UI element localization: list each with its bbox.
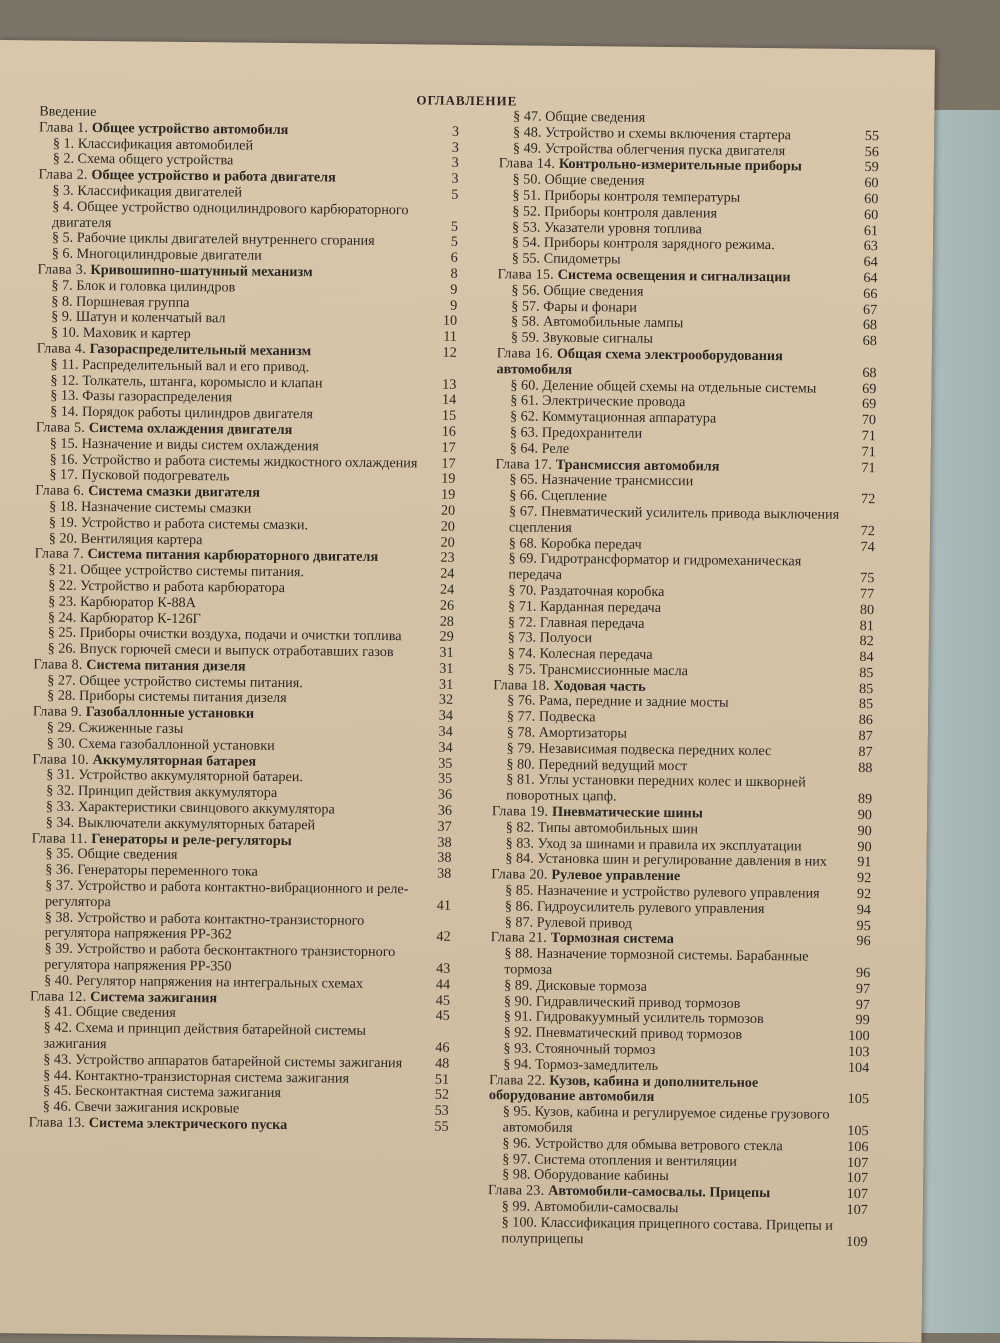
page-number: 68 xyxy=(845,334,877,350)
page-number: 109 xyxy=(835,1234,867,1250)
chapter-label: Глава 11. xyxy=(32,830,92,847)
toc-entry-text: § 91. Гидровакуумный усилитель тормозов xyxy=(490,1010,838,1029)
page-number: 71 xyxy=(844,429,876,445)
page-number: 96 xyxy=(839,934,871,950)
toc-entry-text: § 14. Порядок работы цилиндров двигателя xyxy=(36,405,424,425)
page-number: 97 xyxy=(838,997,870,1013)
toc-entry-text: § 49. Устройства облегчения пуска двигателя xyxy=(499,141,847,160)
page-number: 35 xyxy=(420,772,452,788)
page-number: 80 xyxy=(842,603,874,619)
page-number: 6 xyxy=(426,251,458,267)
page-number: 42 xyxy=(419,930,451,946)
chapter-title: Общее устройство и работа двигателя xyxy=(91,167,336,186)
toc-entry-text: § 74. Колесная передача xyxy=(494,646,842,665)
chapter-title: Общая схема электрооборудования автомобиля xyxy=(496,346,782,378)
toc-entry-text: § 39. Устройство и работа бесконтактного транзисторного регулятора напряжения РР-350 xyxy=(30,942,418,978)
page-number: 16 xyxy=(424,424,456,440)
chapter-label: Глава 16. xyxy=(497,345,557,362)
toc-chapter xyxy=(29,1115,449,1135)
toc-entry-text: § 87. Рулевой привод xyxy=(491,915,839,934)
toc-entry-text: § 62. Коммутационная аппаратура xyxy=(496,409,844,428)
toc-entry-text: § 36. Генераторы переменного тока xyxy=(31,863,419,883)
toc-entry-text: § 92. Пневматический привод тормозов xyxy=(490,1025,838,1044)
page-number: 5 xyxy=(426,235,458,251)
toc-entry xyxy=(490,946,870,982)
page-number: 12 xyxy=(425,345,457,361)
toc-entry-text: § 68. Коробка передач xyxy=(495,536,843,555)
chapter-title: Кузов, кабина и дополнительное оборудование автомобиля xyxy=(489,1072,758,1105)
page-number: 61 xyxy=(846,223,878,239)
page-number: 15 xyxy=(424,409,456,425)
toc-entry-text: § 3. Классификация двигателей xyxy=(38,183,426,203)
page-number: 38 xyxy=(419,867,451,883)
page-number: 38 xyxy=(419,851,451,867)
page-number: 99 xyxy=(838,1013,870,1029)
page-number: 10 xyxy=(425,314,457,330)
chapter-title: Общее устройство автомобиля xyxy=(92,120,289,138)
page-number: 71 xyxy=(843,460,875,476)
page-number: 26 xyxy=(422,598,454,614)
page-number: 36 xyxy=(420,804,452,820)
toc-entry-text: § 30. Схема газобаллонной установки xyxy=(33,736,421,756)
toc-entry-text: § 53. Указатели уровня топлива xyxy=(498,220,846,239)
toc-entry-text: § 42. Схема и принцип действия батарейной системы зажигания xyxy=(29,1021,417,1057)
chapter-label: Глава 1. xyxy=(39,119,92,136)
page-number: 64 xyxy=(846,255,878,271)
page-number: 92 xyxy=(839,871,871,887)
page-number: 52 xyxy=(417,1088,449,1104)
page-number: 106 xyxy=(836,1140,868,1156)
toc-entry-text: § 55. Спидометры xyxy=(498,251,846,270)
toc-entry-text: § 58. Автомобильные лампы xyxy=(497,315,845,334)
page-number: 75 xyxy=(842,571,874,587)
toc-entry-text: § 9. Шатун и коленчатый вал xyxy=(37,310,425,330)
chapter-title: Кривошипно-шатунный механизм xyxy=(90,262,312,280)
page-number: 3 xyxy=(426,172,458,188)
page-number: 95 xyxy=(839,918,871,934)
toc-entry-text: § 66. Сцепление xyxy=(495,488,843,507)
page-number: 64 xyxy=(845,271,877,287)
toc-chapter xyxy=(496,346,876,382)
page-title: ОГЛАВЛЕНИЕ xyxy=(0,88,934,114)
page-number: 91 xyxy=(839,855,871,871)
chapter-title: Система освещения и сигнализации xyxy=(558,267,791,285)
toc-entry-text: § 19. Устройство и работа системы смазки. xyxy=(35,515,423,535)
page-number: 23 xyxy=(423,551,455,567)
toc-entry-text: § 97. Система отопления и вентиляции xyxy=(488,1152,836,1171)
toc-entry-text: § 4. Общее устройство одноцилиндрового карбюраторного двигателя xyxy=(38,199,426,235)
page-number: 29 xyxy=(422,630,454,646)
chapter-title: Ходовая часть xyxy=(553,678,645,695)
chapter-label: Глава 18. xyxy=(493,677,553,694)
page-number: 31 xyxy=(421,677,453,693)
page-number: 43 xyxy=(418,961,450,977)
page-number: 31 xyxy=(421,661,453,677)
chapter-label: Глава 7. xyxy=(35,546,88,563)
toc-entry-text: § 7. Блок и головка цилиндров xyxy=(37,278,425,298)
toc-entry-text: § 31. Устройство аккумуляторной батареи. xyxy=(32,768,420,788)
toc-entry-text: § 54. Приборы контроля зарядного режима. xyxy=(498,236,846,255)
toc-entry-text: § 25. Приборы очистки воздуха, подачи и очистки топлива xyxy=(34,626,422,646)
page-number: 74 xyxy=(843,539,875,555)
toc-entry-text: § 34. Выключатели аккумуляторных батарей xyxy=(32,815,420,835)
toc-entry-text: § 76. Рама, передние и задние мосты xyxy=(493,694,841,713)
toc-entry-text: § 6. Многоцилиндровые двигатели xyxy=(38,247,426,267)
toc-entry-text: § 81. Углы установки передних колес и шкворней поворотных цапф. xyxy=(492,773,840,808)
toc-entry-text: § 100. Классификация прицепного состава. Прицепы и полуприцепы xyxy=(487,1215,835,1250)
toc-entry-text: § 20. Вентиляция картера xyxy=(35,531,423,551)
page-number: 55 xyxy=(847,129,879,145)
chapter-title: Тормозная система xyxy=(551,930,674,947)
chapter-label: Глава 3. xyxy=(38,261,91,278)
page-number: 37 xyxy=(420,819,452,835)
chapter-label: Глава 23. xyxy=(488,1182,548,1199)
toc-entry-text: § 2. Схема общего устройства xyxy=(39,152,427,172)
toc-entry-text: § 12. Толкатель, штанга, коромысло и клапан xyxy=(36,373,424,393)
page-number: 85 xyxy=(841,682,873,698)
toc-entry-text: § 52. Приборы контроля давления xyxy=(498,204,846,223)
page-number: 31 xyxy=(422,646,454,662)
chapter-title: Газобаллонные установки xyxy=(86,704,254,722)
page-number: 20 xyxy=(423,519,455,535)
chapter-title: Система смазки двигателя xyxy=(88,483,260,501)
chapter-title: Рулевое управление xyxy=(551,867,680,884)
page-number: 17 xyxy=(424,440,456,456)
page-number: 19 xyxy=(423,472,455,488)
page-number: 60 xyxy=(846,208,878,224)
toc-entry-text: § 27. Общее устройство системы питания. xyxy=(33,673,421,693)
chapter-label: Глава 5. xyxy=(36,419,89,436)
page-number: 90 xyxy=(840,824,872,840)
toc-entry-text: § 43. Устройство аппаратов батарейной системы зажигания xyxy=(29,1052,417,1072)
toc-entry-text: § 38. Устройство и работа контактно-транзисторного регулятора напряжения РР-362 xyxy=(31,910,419,946)
toc-entry-text: § 78. Амортизаторы xyxy=(493,725,841,744)
toc-entry-text: § 37. Устройство и работа контактно-вибрационного и реле-регулятора xyxy=(31,878,419,914)
page-number: 41 xyxy=(419,898,451,914)
page-number: 81 xyxy=(842,618,874,634)
page-number: 34 xyxy=(421,709,453,725)
toc-entry xyxy=(495,504,875,540)
toc-entry-text: § 17. Пусковой подогреватель xyxy=(35,468,423,488)
toc-entry-text: § 29. Сжиженные газы xyxy=(33,720,421,740)
toc-entry-text: § 48. Устройство и схемы включения стартера xyxy=(499,125,847,144)
page-number: 5 xyxy=(426,219,458,235)
chapter-title: Система питания дизеля xyxy=(86,657,246,675)
toc-entry-text: § 99. Автомобили-самосвалы xyxy=(488,1199,836,1218)
page-number: 32 xyxy=(421,693,453,709)
toc-entry-text: § 44. Контактно-транзисторная система зажигания xyxy=(29,1068,417,1088)
page-number: 9 xyxy=(425,282,457,298)
chapter-label: Глава 22. xyxy=(489,1072,549,1089)
page-number: 94 xyxy=(839,903,871,919)
toc-entry-text: § 28. Приборы системы питания дизеля xyxy=(33,689,421,709)
page-number: 97 xyxy=(838,982,870,998)
page-number: 63 xyxy=(846,239,878,255)
page-number: 46 xyxy=(417,1040,449,1056)
page-number: 105 xyxy=(837,1124,869,1140)
page-number: 90 xyxy=(840,839,872,855)
toc-entry-text: § 15. Назначение и виды систем охлаждения xyxy=(36,436,424,456)
page-number: 34 xyxy=(421,725,453,741)
page-number: 9 xyxy=(425,298,457,314)
page-number: 53 xyxy=(417,1104,449,1120)
chapter-title: Пневматические шины xyxy=(552,804,703,822)
toc-entry-text: § 96. Устройство для обмыва ветрового стекла xyxy=(488,1136,836,1155)
chapter-label: Глава 8. xyxy=(33,656,86,673)
page-number: 71 xyxy=(844,445,876,461)
chapter-title: Система электрического пуска xyxy=(89,1115,288,1133)
chapter-label: Глава 9. xyxy=(33,704,86,721)
page-number: 44 xyxy=(418,977,450,993)
toc-entry-text: § 83. Уход за шинами и правила их эксплуатации xyxy=(492,836,840,855)
toc-entry-text: § 69. Гидротрансформатор и гидромеханическая передача xyxy=(494,552,842,587)
chapter-title: Автомобили-самосвалы. Прицепы xyxy=(548,1183,770,1201)
page-number: 69 xyxy=(844,381,876,397)
page-number: 3 xyxy=(427,124,459,140)
page-number: 69 xyxy=(844,397,876,413)
toc-entry-text: § 10. Маховик и картер xyxy=(37,326,425,346)
page-number: 103 xyxy=(837,1045,869,1061)
chapter-label: Глава 2. xyxy=(39,167,92,184)
page-number: 68 xyxy=(845,318,877,334)
toc-entry-text: § 45. Бесконтактная система зажигания xyxy=(29,1084,417,1104)
page-number: 8 xyxy=(425,266,457,282)
toc-entry-text: § 56. Общие сведения xyxy=(497,283,845,302)
toc-entry-text: § 57. Фары и фонари xyxy=(497,299,845,318)
page-number: 38 xyxy=(420,835,452,851)
page-number: 60 xyxy=(846,176,878,192)
toc-entry-text: § 64. Реле xyxy=(496,441,844,460)
page-number: 90 xyxy=(840,808,872,824)
page-number: 34 xyxy=(421,740,453,756)
toc-entry-text: § 47. Общие сведения xyxy=(499,109,847,128)
chapter-title: Аккумуляторная батарея xyxy=(93,752,257,770)
chapter-title: Генераторы и реле-регуляторы xyxy=(91,831,292,849)
page-number: 20 xyxy=(423,535,455,551)
page-number: 105 xyxy=(837,1092,869,1108)
toc-entry-text: § 95. Кузов, кабина и регулируемое сиденье грузового автомобиля xyxy=(489,1104,837,1139)
chapter-title: Трансмиссия автомобиля xyxy=(556,456,720,474)
page-number: 89 xyxy=(840,792,872,808)
page-number: 87 xyxy=(841,729,873,745)
page-number: 77 xyxy=(842,587,874,603)
page-number: 45 xyxy=(418,993,450,1009)
page-number: 11 xyxy=(425,330,457,346)
page-number: 88 xyxy=(840,761,872,777)
toc-entry-text: § 75. Трансмиссионные масла xyxy=(493,662,841,681)
page-number: 104 xyxy=(837,1061,869,1077)
page-number: 67 xyxy=(845,302,877,318)
toc-entry-text: § 67. Пневматический усилитель привода выключения сцепления xyxy=(495,504,843,539)
toc-entry xyxy=(489,1104,869,1140)
toc-entry-text: § 85. Назначение и устройство рулевого управления xyxy=(491,883,839,902)
page-number: 48 xyxy=(417,1056,449,1072)
page-number: 20 xyxy=(423,503,455,519)
toc-entry-text: § 90. Гидравлический привод тормозов xyxy=(490,994,838,1013)
chapter-label: Глава 19. xyxy=(492,803,552,820)
toc-entry xyxy=(31,878,451,914)
page-number: 92 xyxy=(839,887,871,903)
toc-entry-text: § 40. Регулятор напряжения на интегральных схемах xyxy=(30,973,418,993)
page-number: 72 xyxy=(843,524,875,540)
chapter-label: Глава 6. xyxy=(35,483,88,500)
chapter-label: Глава 14. xyxy=(499,156,559,173)
page-number: 70 xyxy=(844,413,876,429)
toc-entry-text: § 86. Гидроусилитель рулевого управления xyxy=(491,899,839,918)
page-number: 19 xyxy=(423,488,455,504)
toc-entry xyxy=(487,1215,867,1251)
page-number: 45 xyxy=(418,1009,450,1025)
page-number: 5 xyxy=(426,187,458,203)
toc-entry-text: § 24. Карбюратор К-126Г xyxy=(34,610,422,630)
toc-entry-text: § 70. Раздаточная коробка xyxy=(494,583,842,602)
page-number: 24 xyxy=(422,582,454,598)
toc-entry-text: § 18. Назначение системы смазки xyxy=(35,499,423,519)
toc-entry-text: § 82. Типы автомобильных шин xyxy=(492,820,840,839)
page-number: 24 xyxy=(422,567,454,583)
toc-left-column xyxy=(29,104,460,1135)
toc-entry-text: § 13. Фазы газораспределения xyxy=(36,389,424,409)
toc-entry-text: § 72. Главная передача xyxy=(494,615,842,634)
page-number: 35 xyxy=(420,756,452,772)
toc-entry-text: § 73. Полуоси xyxy=(494,631,842,650)
page-number: 59 xyxy=(847,160,879,176)
page-number: 100 xyxy=(838,1029,870,1045)
page-number: 107 xyxy=(836,1155,868,1171)
page-number: 86 xyxy=(841,713,873,729)
toc-entry-text: § 59. Звуковые сигналы xyxy=(497,330,845,349)
page-number: 85 xyxy=(841,666,873,682)
toc-entry-text: § 23. Карбюратор К-88А xyxy=(34,594,422,614)
toc-entry-text: § 41. Общие сведения xyxy=(30,1005,418,1025)
toc-entry-text: § 61. Электрические провода xyxy=(496,394,844,413)
toc-entry xyxy=(494,552,874,588)
toc-entry-text: § 16. Устройство и работа системы жидкостного охлаждения xyxy=(36,452,424,472)
page-number: 82 xyxy=(842,634,874,650)
page-number: 87 xyxy=(841,745,873,761)
page-number: 51 xyxy=(417,1072,449,1088)
chapter-label: Глава 10. xyxy=(32,751,92,768)
page-number: 72 xyxy=(843,492,875,508)
page-number: 85 xyxy=(841,697,873,713)
toc-entry-text: § 5. Рабочие циклы двигателей внутреннего сгорания xyxy=(38,231,426,251)
page-number: 68 xyxy=(844,366,876,382)
toc-entry-text: § 94. Тормоз-замедлитель xyxy=(489,1057,837,1076)
toc-entry-text: § 88. Назначение тормозной системы. Барабанные тормоза xyxy=(490,946,838,981)
page-number: 56 xyxy=(847,144,879,160)
toc-entry-text: § 22. Устройство и работа карбюратора xyxy=(34,578,422,598)
chapter-title: Система питания карбюраторного двигателя xyxy=(87,546,378,565)
page-number: 55 xyxy=(417,1119,449,1135)
chapter-title: Контрольно-измерительные приборы xyxy=(559,156,802,175)
page-number: 13 xyxy=(424,377,456,393)
page-number: 84 xyxy=(841,650,873,666)
toc-entry-text: § 89. Дисковые тормоза xyxy=(490,978,838,997)
chapter-title: Газораспределительный механизм xyxy=(90,341,312,359)
toc-entry-text: § 77. Подвеска xyxy=(493,709,841,728)
toc-entry-text: § 80. Передний ведущий мост xyxy=(492,757,840,776)
toc-entry-text: § 8. Поршневая группа xyxy=(37,294,425,314)
chapter-label: Глава 13. xyxy=(29,1114,89,1131)
toc-right-column xyxy=(487,109,879,1250)
toc-entry-text: § 50. Общие сведения xyxy=(498,172,846,191)
toc-entry-text: § 79. Независимая подвеска передних колес xyxy=(493,741,841,760)
toc-entry-text: § 33. Характеристики свинцового аккумулятора xyxy=(32,799,420,819)
toc-entry-text: § 26. Впуск горючей смеси и выпуск отработавших газов xyxy=(34,641,422,661)
toc-entry-text: § 35. Общие сведения xyxy=(31,847,419,867)
page-number: 60 xyxy=(846,192,878,208)
page-number: 28 xyxy=(422,614,454,630)
toc-entry-text: § 51. Приборы контроля температуры xyxy=(498,188,846,207)
chapter-label: Глава 20. xyxy=(491,866,551,883)
chapter-title: Система зажигания xyxy=(90,989,217,1006)
toc-entry-text: § 32. Принцип действия аккумулятора xyxy=(32,784,420,804)
page-number: 107 xyxy=(836,1203,868,1219)
toc-entry-text: § 65. Назначение трансмиссии xyxy=(495,473,843,492)
toc-entry-text: § 21. Общее устройство системы питания. xyxy=(34,562,422,582)
page-number: 66 xyxy=(845,287,877,303)
toc-entry-text: § 1. Классификация автомобилей xyxy=(39,136,427,156)
page-number: 96 xyxy=(838,966,870,982)
toc-entry-text: § 98. Оборудование кабины xyxy=(488,1168,836,1187)
page-number: 107 xyxy=(836,1171,868,1187)
toc-entry-text: § 84. Установка шин и регулирование давления в них xyxy=(491,852,839,871)
page-number: 17 xyxy=(424,456,456,472)
toc-entry-text: § 93. Стояночный тормоз xyxy=(489,1041,837,1060)
chapter-title: Система охлаждения двигателя xyxy=(89,420,293,438)
page-number: 107 xyxy=(836,1187,868,1203)
toc-entry-text: § 63. Предохранители xyxy=(496,425,844,444)
toc-entry-text: Введение xyxy=(39,104,427,124)
chapter-label: Глава 15. xyxy=(497,266,557,283)
page-number: 3 xyxy=(427,156,459,172)
page-number: 3 xyxy=(427,140,459,156)
toc-entry-text: § 46. Свечи зажигания искровые xyxy=(29,1100,417,1120)
chapter-label: Глава 21. xyxy=(491,930,551,947)
chapter-label: Глава 17. xyxy=(496,456,556,473)
page-number: 36 xyxy=(420,788,452,804)
book-page xyxy=(0,40,935,1343)
chapter-label: Глава 12. xyxy=(30,988,90,1005)
toc-entry-text: § 60. Деление общей схемы на отдельные системы xyxy=(496,378,844,397)
toc-entry-text: § 71. Карданная передача xyxy=(494,599,842,618)
toc-entry-text: § 11. Распределительный вал и его привод. xyxy=(37,357,425,377)
page-number: 14 xyxy=(424,393,456,409)
chapter-label: Глава 4. xyxy=(37,340,90,357)
